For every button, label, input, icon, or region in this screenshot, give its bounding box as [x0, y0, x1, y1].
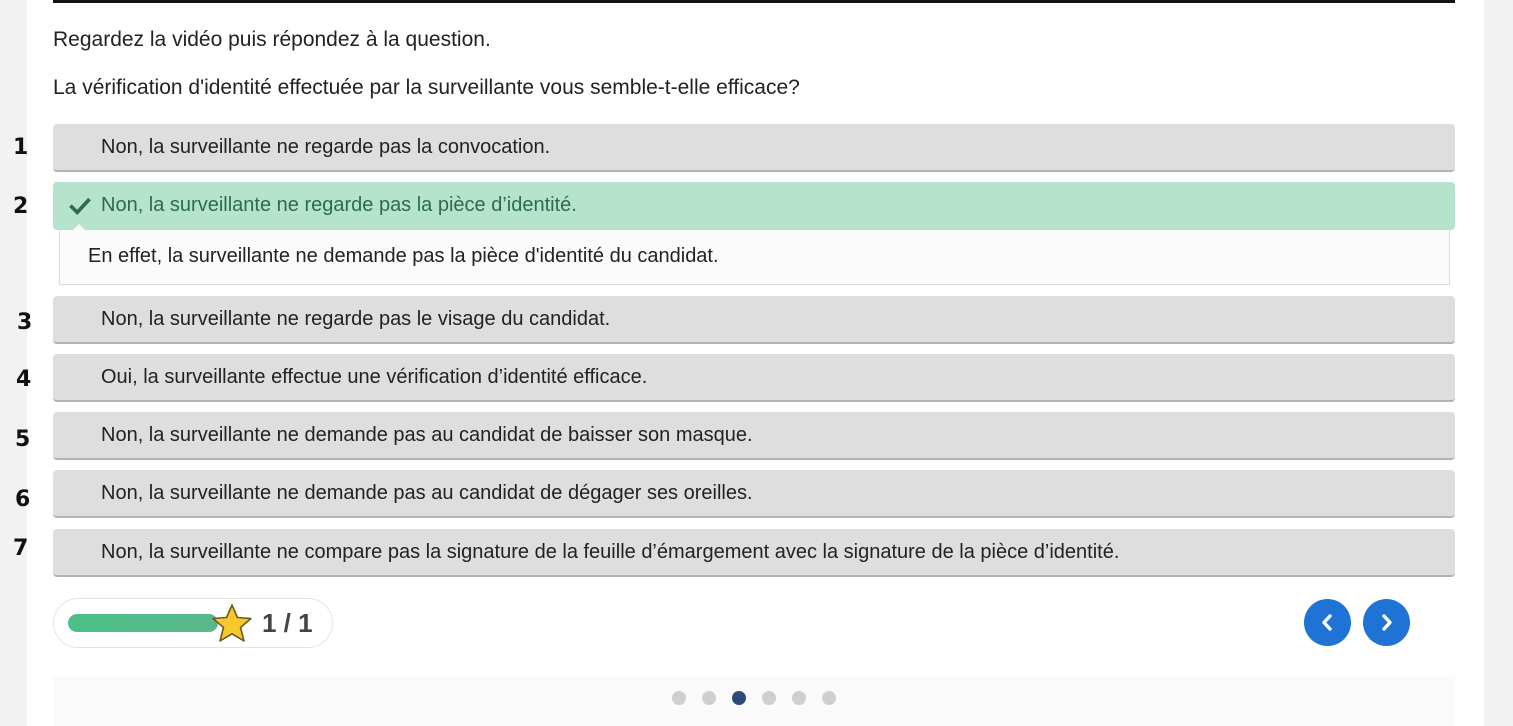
- option-marker-6: 6: [15, 487, 31, 512]
- pagination-dot-2[interactable]: [702, 691, 716, 705]
- answer-option-label: Non, la surveillante ne regarde pas la pièce d’identité.: [101, 194, 577, 216]
- answer-option-5[interactable]: [53, 412, 1455, 460]
- option-marker-1: 1: [13, 135, 29, 160]
- score-text: 1 / 1: [262, 608, 313, 638]
- option-marker-5: 5: [15, 427, 31, 452]
- option-marker-7: 7: [13, 536, 29, 561]
- answer-option-label: Oui, la surveillante effectue une vérification d’identité efficace.: [101, 366, 648, 388]
- pagination-dot-1[interactable]: [672, 691, 686, 705]
- top-divider: [53, 0, 1455, 3]
- previous-button[interactable]: [1304, 599, 1351, 646]
- slide-pagination: [672, 691, 836, 705]
- chevron-right-icon: [1376, 612, 1397, 633]
- star-icon: [210, 602, 254, 646]
- answer-option-label: Non, la surveillante ne regarde pas le visage du candidat.: [101, 308, 611, 330]
- next-button[interactable]: [1363, 599, 1410, 646]
- answer-option-label: Non, la surveillante ne demande pas au candidat de dégager ses oreilles.: [101, 482, 753, 504]
- check-icon: [69, 195, 91, 217]
- question-text: La vérification d'identité effectuée par la surveillante vous semble-t-elle efficace?: [53, 76, 800, 99]
- answer-option-6[interactable]: [53, 470, 1455, 518]
- pagination-dot-6[interactable]: [822, 691, 836, 705]
- progress-bar: [68, 614, 218, 632]
- answer-option-3[interactable]: [53, 296, 1455, 344]
- pagination-dot-5[interactable]: [792, 691, 806, 705]
- answer-option-2-correct[interactable]: [53, 182, 1455, 230]
- answer-option-label: Non, la surveillante ne compare pas la signature de la feuille d’émargement avec la signature de la pièce d’identité.: [101, 541, 1120, 563]
- answer-option-1[interactable]: [53, 124, 1455, 172]
- pagination-dot-4[interactable]: [762, 691, 776, 705]
- answer-option-label: Non, la surveillante ne regarde pas la convocation.: [101, 136, 551, 158]
- option-marker-3: 3: [17, 310, 33, 335]
- pagination-dot-3-active[interactable]: [732, 691, 746, 705]
- option-marker-2: 2: [13, 194, 29, 219]
- answer-option-4[interactable]: [53, 354, 1455, 402]
- answer-option-7[interactable]: [53, 529, 1455, 577]
- score-progress: [53, 598, 333, 648]
- option-marker-4: 4: [16, 367, 32, 392]
- instruction-text: Regardez la vidéo puis répondez à la question.: [53, 28, 491, 51]
- answer-feedback: En effet, la surveillante ne demande pas la pièce d'identité du candidat.: [59, 230, 1450, 285]
- answer-option-label: Non, la surveillante ne demande pas au candidat de baisser son masque.: [101, 424, 753, 446]
- chevron-left-icon: [1317, 612, 1338, 633]
